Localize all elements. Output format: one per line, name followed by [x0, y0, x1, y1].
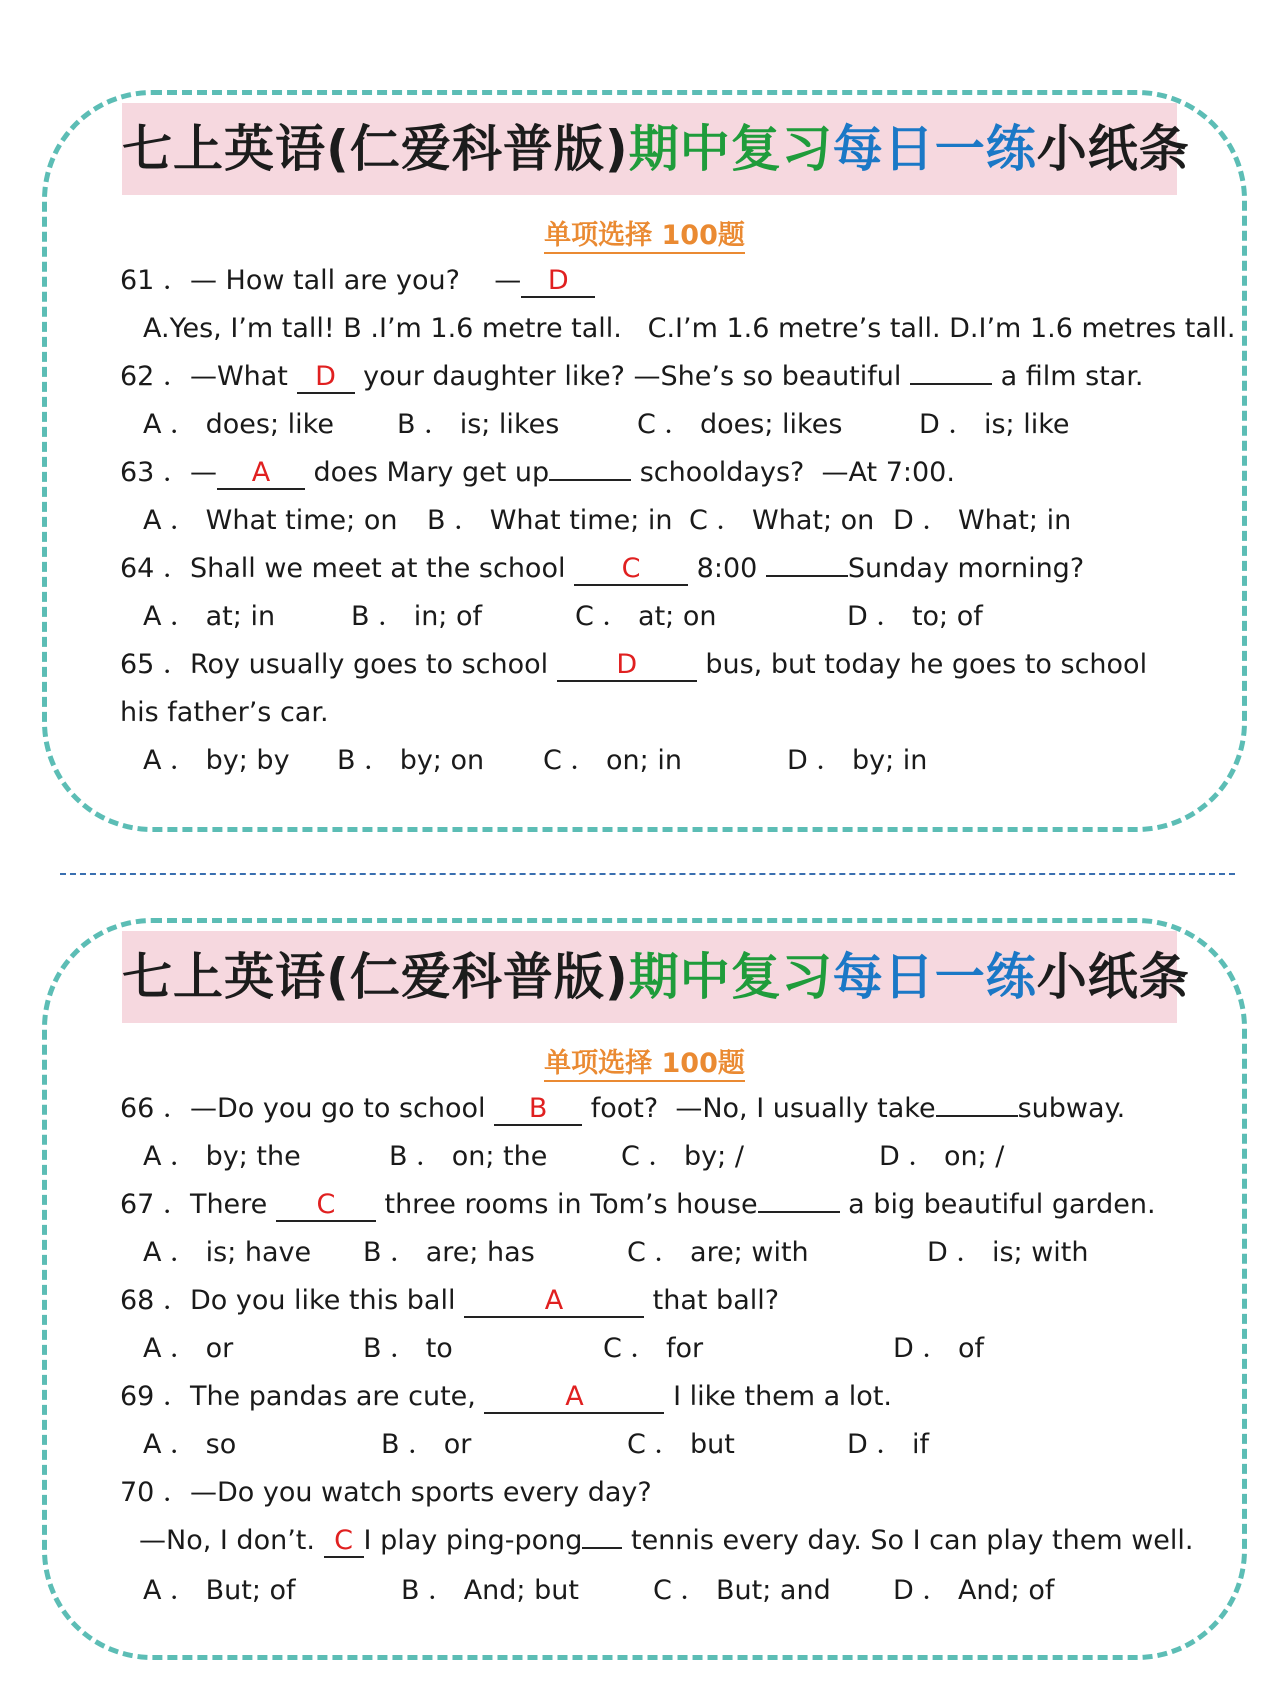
option-b: B ． to — [363, 1333, 453, 1364]
blank — [766, 575, 848, 577]
answer-blank: C — [574, 554, 688, 586]
answer-blank: D — [557, 650, 697, 682]
option-d: D ． by; in — [787, 745, 928, 776]
question-number: 61 — [120, 265, 155, 296]
question-63: 63 ．— A does Mary get up schooldays? —At 7:00. — [120, 457, 955, 488]
option-a: A ． does; like — [143, 409, 334, 440]
question-69: 69 ．The pandas are cute, A I like them a lot. — [120, 1381, 892, 1412]
subtitle: 单项选择 100题 — [47, 1041, 1242, 1080]
option-b: B ． is; likes — [397, 409, 560, 440]
option-c: C ． But; and — [653, 1575, 831, 1606]
option-d: D ． on; / — [879, 1141, 1005, 1172]
section-divider — [60, 873, 1235, 875]
answer-blank: C — [324, 1526, 364, 1558]
option-a: A ． What time; on — [143, 505, 398, 536]
question-64: 64 ．Shall we meet at the school C 8:00 Sunday morning? — [120, 553, 1085, 584]
option-b: B ． on; the — [389, 1141, 548, 1172]
option-d: D ． of — [893, 1333, 984, 1364]
question-68: 68 ．Do you like this ball A that ball? — [120, 1285, 780, 1316]
option-a: A ． But; of — [143, 1575, 296, 1606]
blank — [549, 479, 631, 481]
option-a: A ． is; have — [143, 1237, 312, 1268]
option-b: B ． or — [381, 1429, 472, 1460]
title-banner: 七上英语(仁爱科普版)期中复习每日一练小纸条 — [122, 931, 1177, 1023]
question-66: 66 ．—Do you go to school B foot? —No, I usually take subway. — [120, 1093, 1126, 1124]
answer: D — [547, 265, 569, 296]
option-d: D ． is; like — [919, 409, 1070, 440]
option-d: D ． is; with — [927, 1237, 1089, 1268]
question-70: 70 ．—Do you watch sports every day? — [120, 1477, 652, 1508]
option-b: B ． are; has — [363, 1237, 535, 1268]
question-number: 62 — [120, 361, 155, 392]
option-a: A ． at; in — [143, 601, 276, 632]
question-65: 65 ．Roy usually goes to school D bus, but today he goes to school — [120, 649, 1148, 680]
blank — [582, 1547, 622, 1549]
title-part3: 每日一练 — [832, 120, 1037, 178]
question-62: 62 ．—What D your daughter like? —She’s so beautiful a film star. — [120, 361, 1144, 392]
question-67: 67 ．There C three rooms in Tom’s house a big beautiful garden. — [120, 1189, 1156, 1220]
option-c: C ． does; likes — [637, 409, 843, 440]
option-b: B ． What time; in — [427, 505, 673, 536]
option-c: C ． on; in — [543, 745, 682, 776]
options-61: A.Yes, I’m tall! B .I’m 1.6 metre tall. C.I’m 1.6 metre’s tall. D.I’m 1.6 metres tall. — [143, 313, 1236, 344]
option-a: A ． by; the — [143, 1141, 301, 1172]
answer-blank: A — [464, 1286, 644, 1318]
option-b: B ． And; but — [401, 1575, 579, 1606]
answer-blank: B — [494, 1094, 582, 1126]
blank — [758, 1211, 840, 1213]
option-d: D ． if — [847, 1429, 929, 1460]
exercise-card-2 — [42, 918, 1247, 1660]
option-c: C ． are; with — [627, 1237, 809, 1268]
question-65-cont: his father’s car. — [120, 697, 329, 728]
option-b: B ． by; on — [337, 745, 485, 776]
question-61: 61 ．— How tall are you? — D — [120, 263, 595, 299]
title-part2: 期中复习 — [628, 120, 833, 178]
title-part1: 七上英语(仁爱科普版) — [122, 120, 629, 178]
option-c: C ． for — [603, 1333, 704, 1364]
blank — [910, 383, 992, 385]
option-a: A ． or — [143, 1333, 234, 1364]
option-c: C ． but — [627, 1429, 735, 1460]
title-part4: 小纸条 — [1036, 120, 1190, 178]
option-c: C ． What; on — [689, 505, 875, 536]
title-banner — [122, 103, 1190, 195]
blank — [936, 1115, 1018, 1117]
option-d: D ． And; of — [893, 1575, 1055, 1606]
answer-blank: A — [217, 458, 305, 490]
option-c: C ． at; on — [575, 601, 717, 632]
option-d: D ． to; of — [847, 601, 983, 632]
option-b: B ． in; of — [351, 601, 483, 632]
subtitle: 单项选择 100题 — [47, 213, 1242, 252]
question-70-cont: —No, I don’t. C I play ping-pong tennis every day. So I can play them well. — [139, 1525, 1194, 1556]
answer-blank: A — [484, 1382, 664, 1414]
option-a: A ． by; by — [143, 745, 290, 776]
answer-blank: C — [276, 1190, 376, 1222]
option-d: D ． What; in — [893, 505, 1072, 536]
exercise-card-1 — [42, 90, 1247, 832]
answer-blank: D — [297, 362, 355, 394]
answer-blank — [521, 266, 595, 298]
option-c: C ． by; / — [621, 1141, 744, 1172]
option-a: A ． so — [143, 1429, 237, 1460]
